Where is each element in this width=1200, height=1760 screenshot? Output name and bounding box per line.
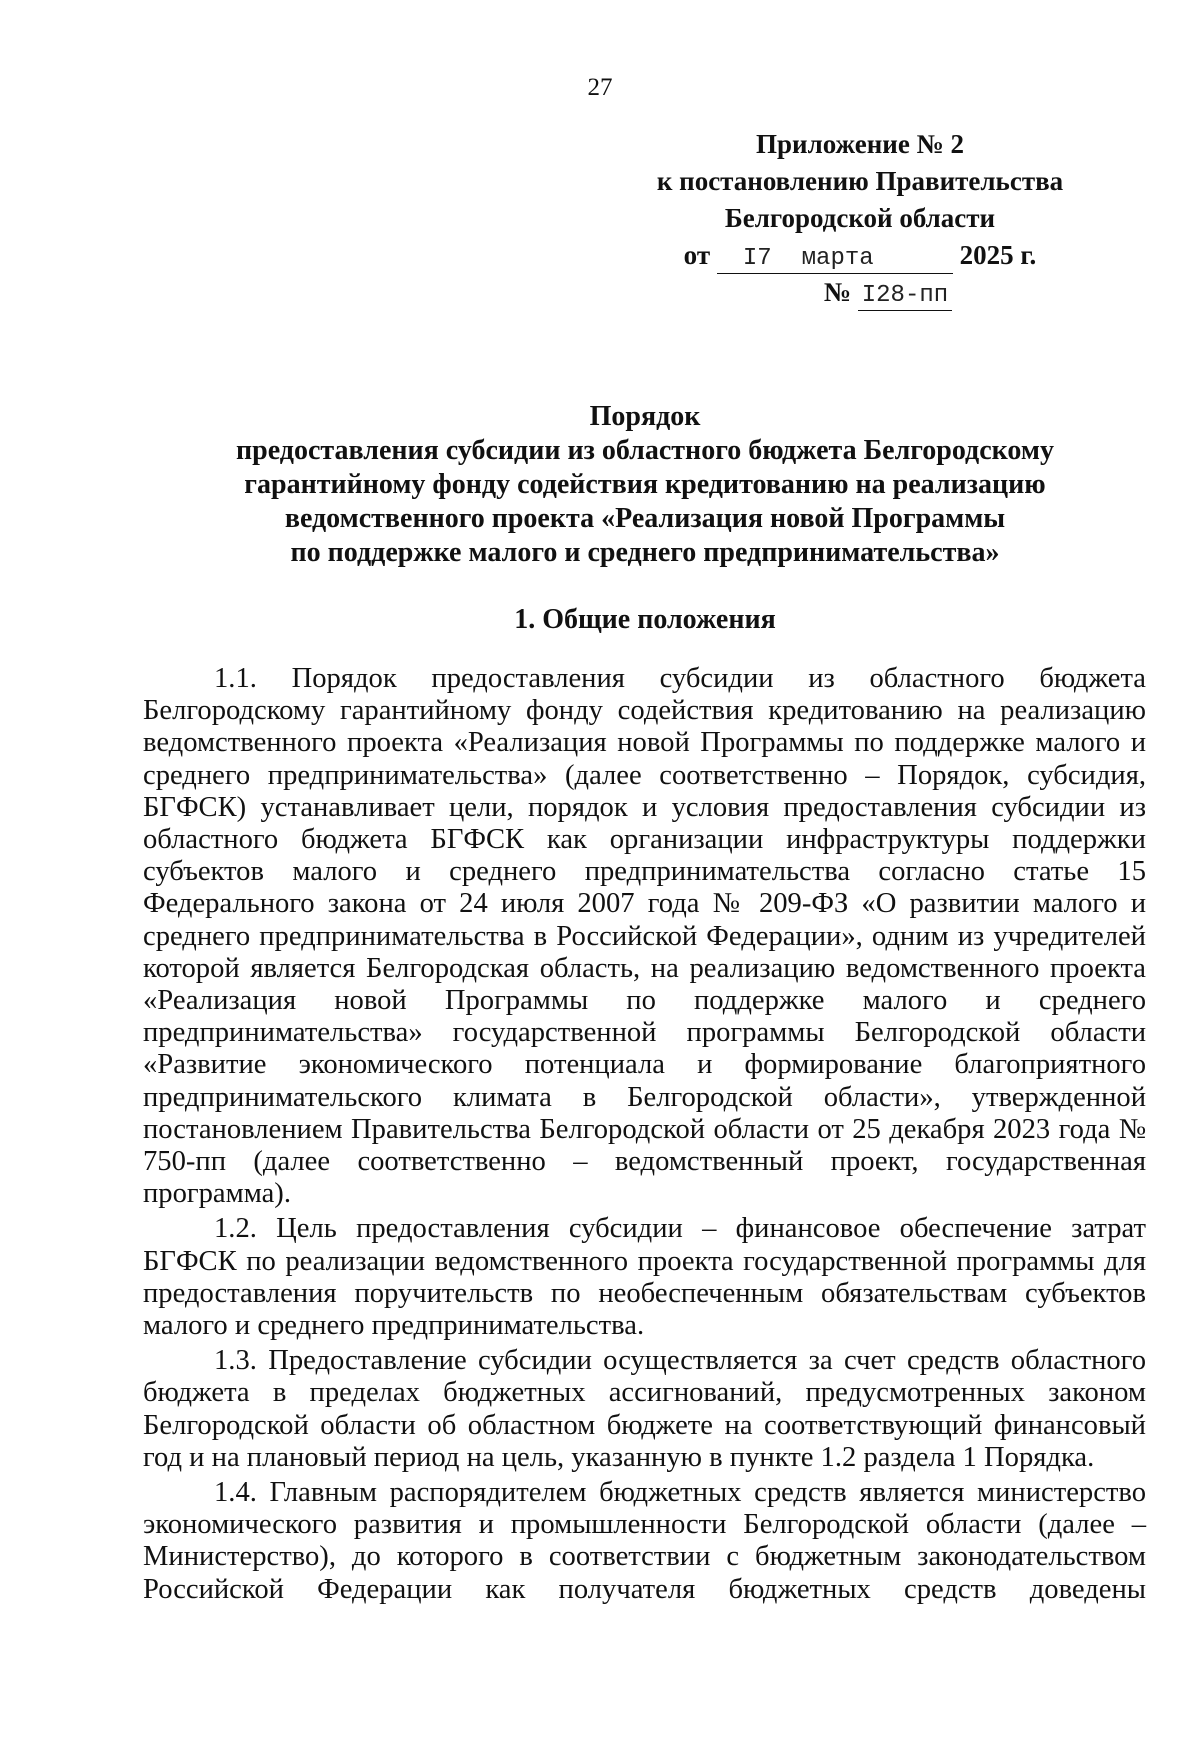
appendix-number-line [676, 274, 1100, 311]
appendix-date-line [620, 237, 1100, 274]
date-month: марта [801, 245, 874, 272]
title-line: гарантийному фонду содействия кредитованию на реализацию [244, 469, 1046, 500]
page-number: 27 [587, 74, 613, 101]
appendix-region-line: Белгородской области [724, 203, 996, 233]
paragraph-1-1: 1.1. Порядок предоставления субсидии из областного бюджета Белгородскому гарантийному фонду содействия кредитованию на реализацию ведомственного проекта «Реализация новой Программы по поддержке малого и среднего предпринимательства» (далее соответственно – Порядок, субсидия, БГФСК) устанавливает цели, порядок и условия предоставления субсидии из областного бюджета БГФСК как организации инфраструктуры поддержки субъектов малого и среднего предпринимательства согласно статье 15 Федерального закона от 24 июля 2007 года № 209-ФЗ «О развитии малого и среднего предпринимательства в Российской Федерации», одним из учредителей которой является Белгородская область, на реализацию ведомственного проекта «Реализация новой Программы по поддержке малого и среднего предпринимательства» государственной программы Белгородской области «Развитие экономического потенциала и формирование благоприятного предпринимательского климата в Белгородской области», утвержденной постановлением Правительства Белгородской области от 25 декабря 2023 года № 750-пп (далее соответственно – ведомственный проект, государственная программа). [143, 663, 1146, 1210]
appendix-title: Приложение № 2 [756, 129, 964, 159]
date-year: 2025 г. [959, 240, 1037, 270]
appendix-block [620, 126, 1100, 311]
section-body [143, 663, 1146, 1606]
number-value: I28-пп [858, 282, 952, 311]
date-day: I7 [742, 245, 772, 272]
number-prefix: № [823, 277, 851, 307]
appendix-resolution-line: к постановлению Правительства [656, 166, 1064, 196]
date-field [717, 241, 953, 274]
paragraph-1-4: 1.4. Главным распорядителем бюджетных средств является министерство экономического развития и промышленности Белгородской области (далее – Министерство), до которого в соответствии с бюджетным законодательством Российской Федерации как получателя бюджетных средств доведены [143, 1477, 1146, 1605]
section-heading: 1. Общие положения [514, 604, 776, 635]
date-prefix: от [683, 240, 711, 270]
title-heading: Порядок [589, 401, 701, 432]
paragraph-1-2: 1.2. Цель предоставления субсидии – финансовое обеспечение затрат БГФСК по реализации ведомственного проекта государственной программы для предоставления поручительств по необеспеченным обязательствам субъектов малого и среднего предпринимательства. [143, 1213, 1146, 1342]
title-line: предоставления субсидии из областного бюджета Белгородскому [236, 435, 1054, 466]
title-line: ведомственного проекта «Реализация новой Программы [284, 503, 1006, 534]
title-line: по поддержке малого и среднего предпринимательства» [290, 537, 1000, 568]
paragraph-1-3: 1.3. Предоставление субсидии осуществляется за счет средств областного бюджета в пределах бюджетных ассигнований, предусмотренных законом Белгородской области об областном бюджете на соответствующий финансовый год и на плановый период на цель, указанную в пункте 1.2 раздела 1 Порядка. [143, 1345, 1146, 1473]
document-title [150, 400, 1140, 570]
